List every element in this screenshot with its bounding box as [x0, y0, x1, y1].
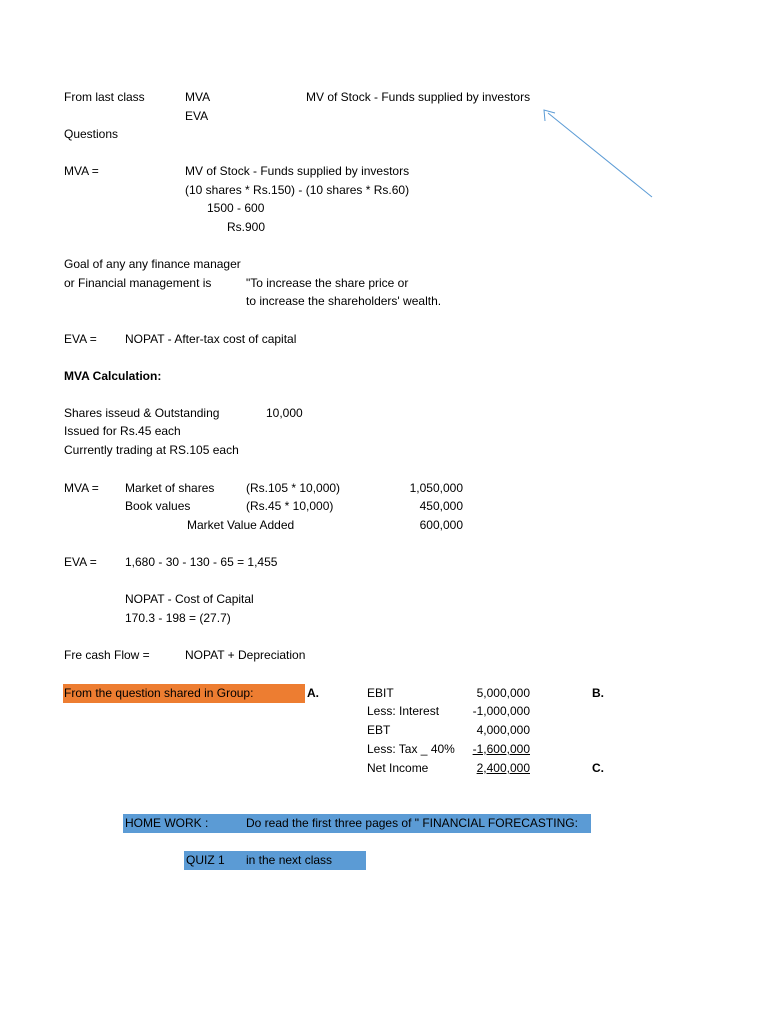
mva-definition: MV of Stock - Funds supplied by investors [306, 90, 531, 104]
income-row-value: -1,600,000 [472, 742, 530, 756]
eva-equals-label: EVA = [64, 332, 97, 346]
option-c-label: C. [592, 761, 604, 775]
nopat-line: NOPAT - Cost of Capital [125, 592, 254, 606]
mva-row-item: Book values [125, 499, 191, 513]
mva-total-value: 600,000 [419, 518, 463, 532]
mva-row-item: Market of shares [125, 481, 215, 495]
currently-trading-label: Currently trading at RS.105 each [64, 443, 239, 457]
goal-quote-2: to increase the shareholders' wealth. [246, 294, 442, 308]
issued-for-label: Issued for Rs.45 each [64, 424, 181, 438]
option-b-label: B. [592, 686, 604, 700]
quiz-text: in the next class [246, 853, 333, 867]
income-row-value: 5,000,000 [476, 686, 530, 700]
from-last-class-label: From last class [64, 90, 145, 104]
eva-definition: NOPAT - After-tax cost of capital [125, 332, 297, 346]
mva-result: Rs.900 [227, 220, 266, 234]
mva-label: MVA [185, 90, 211, 104]
mva-definition-2: MV of Stock - Funds supplied by investors [185, 164, 410, 178]
income-row-item: EBIT [367, 686, 394, 700]
income-row-item: Less: Interest [367, 704, 440, 718]
quiz-label: QUIZ 1 [186, 853, 225, 867]
mva-row-value: 1,050,000 [409, 481, 463, 495]
question-label: From the question shared in Group: [64, 686, 254, 700]
mva-calc: 1500 - 600 [207, 201, 265, 215]
fcf-label: Fre cash Flow = [64, 648, 150, 662]
income-row-value: 2,400,000 [476, 761, 530, 775]
homework-label: HOME WORK : [125, 816, 209, 830]
mva-equals-label: MVA = [64, 164, 99, 178]
questions-label: Questions [64, 127, 119, 141]
mva-total-label: Market Value Added [187, 518, 295, 532]
nopat-calc: 170.3 - 198 = (27.7) [125, 611, 231, 625]
mva-calculation-heading: MVA Calculation: [64, 369, 162, 383]
income-row-item: Net Income [367, 761, 429, 775]
goal-line-1: Goal of any any finance manager [64, 257, 241, 271]
shares-issued-value: 10,000 [266, 406, 303, 420]
mva-row-value: 450,000 [419, 499, 463, 513]
eva-calc-expression: 1,680 - 30 - 130 - 65 = 1,455 [125, 555, 278, 569]
income-row-item: Less: Tax _ 40% [367, 742, 455, 756]
income-row-value: 4,000,000 [476, 723, 530, 737]
mva-row-formula: (Rs.45 * 10,000) [246, 499, 334, 513]
goal-quote-1: "To increase the share price or [246, 276, 409, 290]
mva-table-label: MVA = [64, 481, 99, 495]
eva-label: EVA [185, 109, 209, 123]
option-a-label: A. [307, 686, 319, 700]
fcf-expression: NOPAT + Depreciation [185, 648, 306, 662]
income-row-item: EBT [367, 723, 391, 737]
goal-line-2: or Financial management is [64, 276, 212, 290]
mva-row-formula: (Rs.105 * 10,000) [246, 481, 341, 495]
homework-text: Do read the first three pages of " FINANCIAL FORECASTING: [246, 816, 578, 830]
income-row-value: -1,000,000 [472, 704, 530, 718]
shares-issued-label: Shares isseud & Outstanding [64, 406, 220, 420]
eva-calc-label: EVA = [64, 555, 97, 569]
mva-example: (10 shares * Rs.150) - (10 shares * Rs.60) [185, 183, 410, 197]
